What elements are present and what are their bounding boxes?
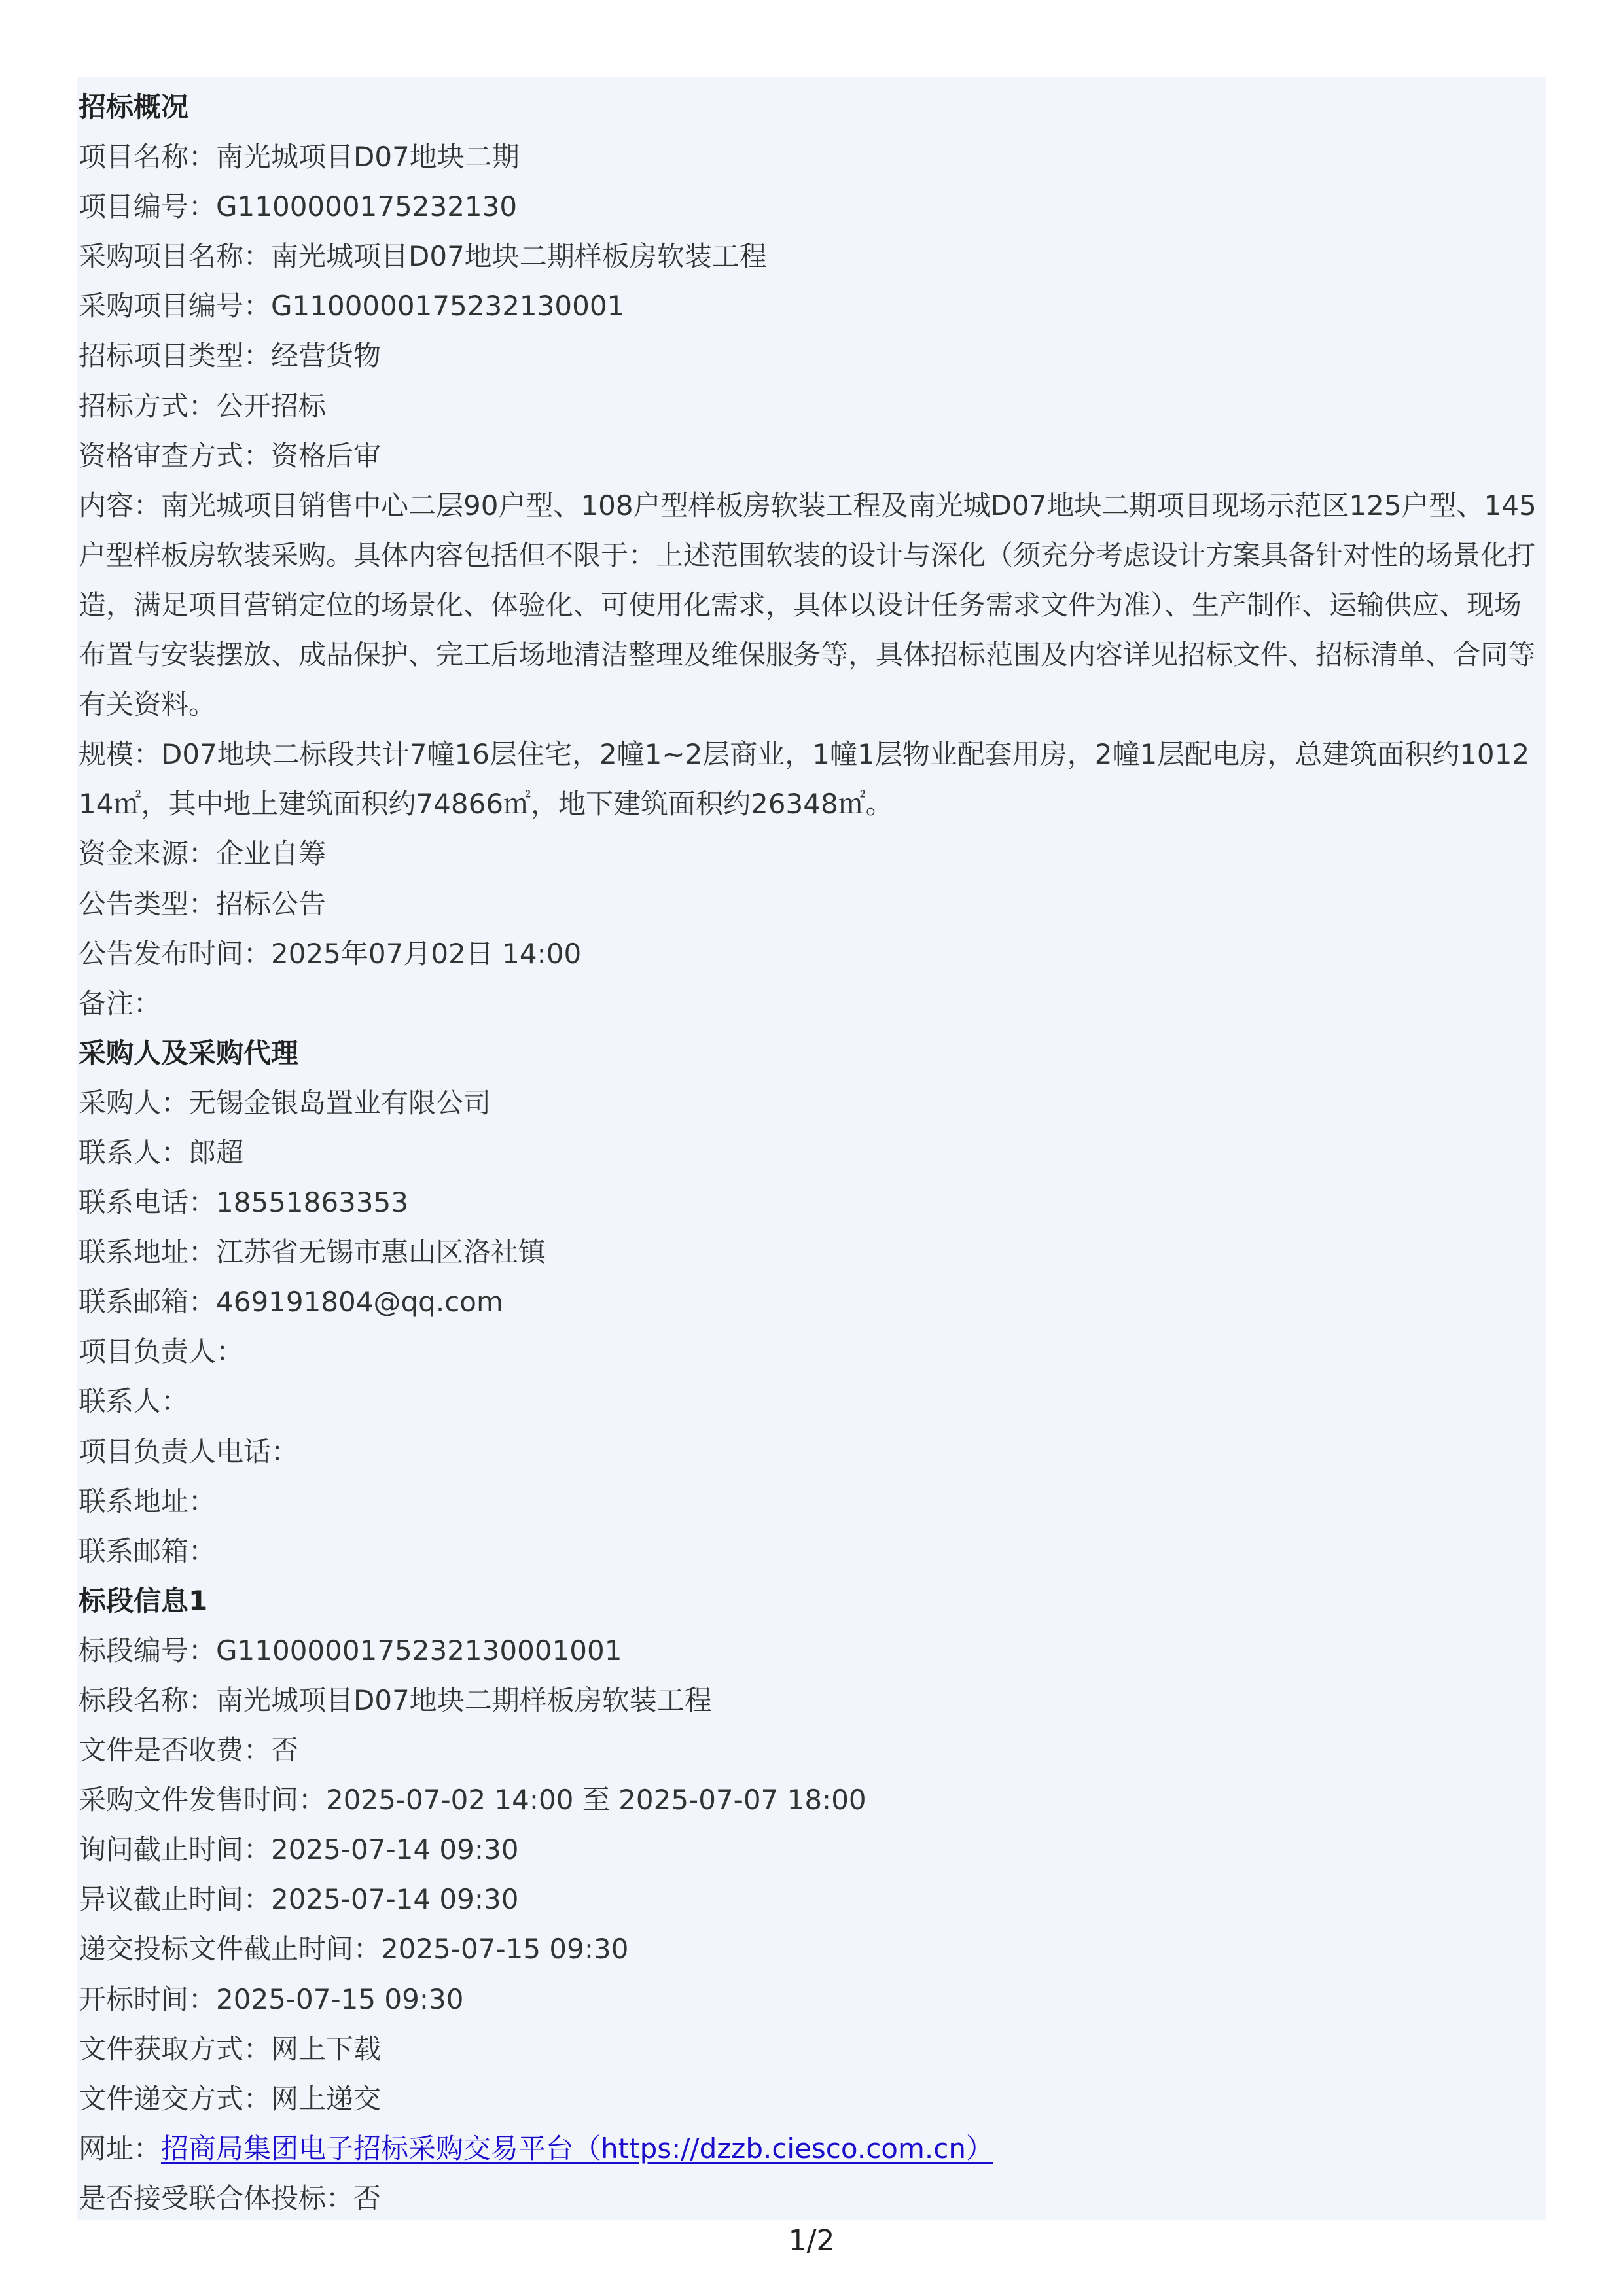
bid-submission-deadline: 递交投标文件截止时间：2025-07-15 09:30 bbox=[79, 1933, 629, 1966]
section-title-purchaser: 采购人及采购代理 bbox=[79, 1036, 299, 1069]
tender-project-type: 招标项目类型：经营货物 bbox=[79, 340, 382, 372]
page-number: 1/2 bbox=[788, 2224, 835, 2257]
remark: 备注： bbox=[79, 987, 162, 1019]
notice-type: 公告类型：招标公告 bbox=[79, 887, 327, 920]
objection-deadline: 异议截止时间：2025-07-14 09:30 bbox=[79, 1883, 519, 1916]
project-number: 项目编号：G1100000175232130 bbox=[79, 190, 518, 223]
scale-paragraph: 规模：D07地块二标段共计7幢16层住宅，2幢1~2层商业，1幢1层物业配套用房，2幢1层配电房，总建筑面积约101214㎡，其中地上建筑面积约74866㎡，地下建筑面积约26348㎡。 bbox=[79, 738, 1530, 821]
publish-time: 公告发布时间：2025年07月02日 14:00 bbox=[79, 937, 582, 970]
contact-person: 联系人：郎超 bbox=[79, 1136, 244, 1169]
inquiry-deadline: 询问截止时间：2025-07-14 09:30 bbox=[79, 1833, 519, 1866]
contact-phone: 联系电话：18551863353 bbox=[79, 1186, 408, 1219]
contact-email: 联系邮箱：469191804@qq.com bbox=[79, 1286, 503, 1318]
section-title-lot: 标段信息1 bbox=[79, 1584, 208, 1617]
document-obtain-method: 文件获取方式：网上下载 bbox=[79, 2032, 382, 2065]
project-name: 项目名称：南光城项目D07地块二期 bbox=[79, 141, 520, 173]
website-label: 网址： bbox=[79, 2132, 162, 2164]
bid-opening-time: 开标时间：2025-07-15 09:30 bbox=[79, 1983, 464, 2015]
project-manager-phone: 项目负责人电话： bbox=[79, 1435, 299, 1468]
contact-address: 联系地址：江苏省无锡市惠山区洛社镇 bbox=[79, 1236, 546, 1269]
document-panel bbox=[77, 77, 1546, 2220]
purchase-project-name: 采购项目名称：南光城项目D07地块二期样板房软装工程 bbox=[79, 240, 767, 273]
website-row bbox=[79, 2124, 1546, 2174]
agent-contact-person: 联系人： bbox=[79, 1385, 189, 1418]
consortium-bidding: 是否接受联合体投标：否 bbox=[79, 2181, 382, 2214]
fund-source: 资金来源：企业自筹 bbox=[79, 838, 327, 870]
qualification-review: 资格审查方式：资格后审 bbox=[79, 439, 382, 472]
project-manager: 项目负责人： bbox=[79, 1335, 244, 1368]
document-submit-method: 文件递交方式：网上递交 bbox=[79, 2082, 382, 2115]
document-fee: 文件是否收费：否 bbox=[79, 1734, 299, 1767]
website-link[interactable]: 招商局集团电子招标采购交易平台（https://dzzb.ciesco.com.cn） bbox=[161, 2132, 993, 2164]
purchase-project-number: 采购项目编号：G1100000175232130001 bbox=[79, 290, 625, 323]
agent-contact-address: 联系地址： bbox=[79, 1485, 217, 1517]
lot-name: 标段名称：南光城项目D07地块二期样板房软装工程 bbox=[79, 1684, 712, 1716]
purchaser-name: 采购人：无锡金银岛置业有限公司 bbox=[79, 1086, 491, 1119]
tender-method: 招标方式：公开招标 bbox=[79, 389, 327, 422]
document-sale-time: 采购文件发售时间：2025-07-02 14:00 至 2025-07-07 18:00 bbox=[79, 1784, 866, 1816]
section-title-overview: 招标概况 bbox=[79, 91, 189, 123]
lot-number: 标段编号：G1100000175232130001001 bbox=[79, 1634, 622, 1667]
agent-contact-email: 联系邮箱： bbox=[79, 1534, 217, 1567]
content-paragraph: 内容：南光城项目销售中心二层90户型、108户型样板房软装工程及南光城D07地块二期项目现场示范区125户型、145户型样板房软装采购。具体内容包括但不限于：上述范围软装的设计与深化（须充分考虑设计方案具备针对性的场景化打造，满足项目营销定位的场景化、体验化、可使用化需求，具体以设计任务需求文件为准）、生产制作、运输供应、现场布置与安装摆放、成品保护、完工后场地清洁整理及维保服务等，具体招标范围及内容详见招标文件、招标清单、合同等有关资料。 bbox=[79, 489, 1537, 721]
